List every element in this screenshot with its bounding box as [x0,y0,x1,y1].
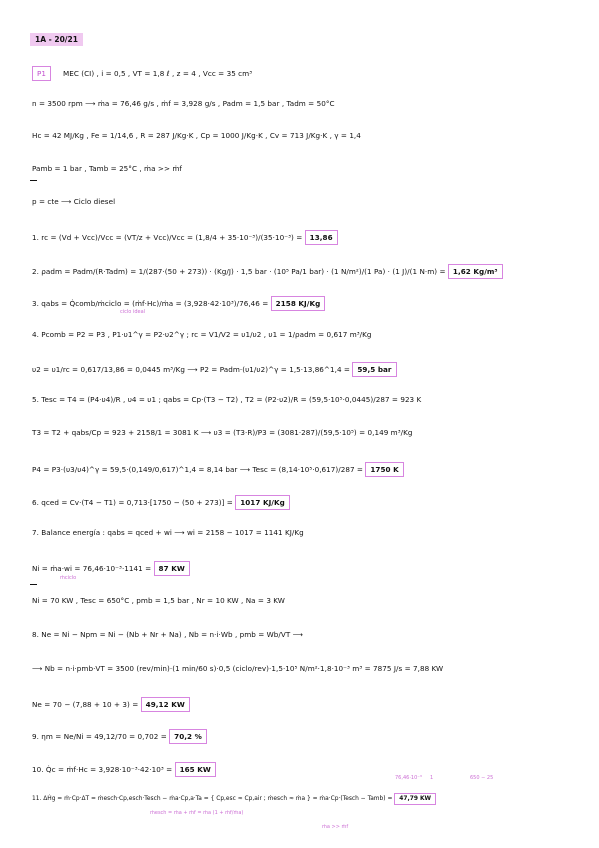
step-5: 5. Tesc = T4 = (P4·υ4)/R , υ4 = υ1 ; qabs = Cp·(T3 − T2) , T2 = (P2·υ2)/R = (59,5·10⁵·0,0445)/287 = 923 K [32,395,422,404]
result-box-3: 2158 KJ/Kg [271,296,326,311]
result-box-5: 1750 K [365,462,403,477]
step-11: 11. ΔḢg = ṁ·Cp·ΔT = ṁesch·Cp,esch·Tesch − ṁa·Cp,a·Ta = { Cp,esc ≈ Cp,air ; ṁesch ≈ ṁa } = ṁa·Cp·(Tesch − Tamb) = 47,79 KW [32,793,436,805]
data-line-1: P1 MEC (CI) , i = 0,5 , VT = 1,8 ℓ , z = 4 , Vcc = 35 cm³ [32,66,252,81]
result-box-9: 70,2 % [169,729,207,744]
step-2: 2. ρadm = Padm/(R·Tadm) = 1/(287·(50 + 273)) · (Kg/J) · 1,5 bar · (10⁵ Pa/1 bar) · (1 N/m²)/(1 Pa) · (1 J)/(1 N·m) = 1,62 Kg/m³ [32,264,503,279]
step-10: 10. Q̇c = ṁf·Hc = 3,928·10⁻³·42·10³ = 165 KW [32,762,216,777]
step-8: 8. Ne = Ni − Npm = Ni − (Nb + Nr + Na) , Nb = n·i·Wb , pmb = Wb/VT ⟶ [32,630,303,639]
step-8-cont: ⟶ Nb = n·i·pmb·VT = 3500 (rev/min)·(1 min/60 s)·0,5 (ciclo/rev)·1,5·10⁵ N/m²·1,8·10⁻³ m³ = 7875 J/s = 7,88 KW [32,664,444,673]
result-box-8: 49,12 KW [141,697,190,712]
note-masas: ṁesch = ṁa + ṁf = ṁa (1 + ṁf/ṁa) [150,810,244,816]
note-ciclo-ideal: ciclo ideal [120,309,146,315]
result-box-6: 1017 KJ/Kg [235,495,290,510]
step-3: 3. qabs = Q̇comb/ṁciclo = (ṁf·Hc)/ṁa = (3,928·42·10³)/76,46 = 2158 KJ/Kg [32,296,325,311]
step-6: 6. qced = Cv·(T4 − T1) = 0,713·[1750 − (50 + 273)] = 1017 KJ/Kg [32,495,290,510]
ni-line: Ni = ṁa·wi = 76,46·10⁻³·1141 = 87 KW [32,561,190,576]
note-mciclo: ṁciclo [60,575,77,581]
header-tag: 1A - 20/21 [30,33,83,46]
step-5-cont-1: T3 = T2 + qabs/Cp = 923 + 2158/1 = 3081 K ⟶ υ3 = (T3·R)/P3 = (3081·287)/(59,5·10⁵) = 0,149 m³/Kg [32,428,413,437]
result-box-4: 59,5 bar [352,362,396,377]
result-box-7: 87 KW [154,561,190,576]
cycle-line: p = cte ⟶ Ciclo diesel [32,197,116,206]
step-5-cont-2: P4 = P3·(υ3/υ4)^γ = 59,5·(0,149/0,617)^1,4 = 8,14 bar ⟶ Tesc = (8,14·10⁵·0,617)/287 = 1750 K [32,462,404,477]
note-value-650-25: 650 − 25 [470,775,494,781]
problem-tag: P1 [32,66,51,81]
note-value-1: 1 [430,775,434,781]
result-box-10: 165 KW [175,762,216,777]
note-value-7646: 76,46·10⁻³ [395,775,422,781]
result-box-1: 13,86 [305,230,338,245]
data-line-4: Pamb = 1 bar , Tamb = 25°C , ṁa >> ṁf [32,164,182,173]
result-box-2: 1,62 Kg/m³ [448,264,503,279]
result-box-11: 47,79 KW [394,793,436,805]
ne-line: Ne = 70 − (7,88 + 10 + 3) = 49,12 KW [32,697,190,712]
data-line-2: n = 3500 rpm ⟶ ṁa = 76,46 g/s , ṁf = 3,928 g/s , Padm = 1,5 bar , Tadm = 50°C [32,99,335,108]
data-line-3: Hc = 42 MJ/Kg , Fe = 1/14,6 , R = 287 J/Kg·K , Cp = 1000 J/Kg·K , Cv = 713 J/Kg·K , γ = 1,4 [32,131,361,140]
step-1: 1. rc = (Vd + Vcc)/Vcc = (VT/z + Vcc)/Vcc = (1,8/4 + 35·10⁻³)/(35·10⁻³) = 13,86 [32,230,338,245]
note-ma-ggt-mf: ṁa >> ṁf [322,824,349,830]
separator-dash-2 [30,584,37,585]
step-7: 7. Balance energía : qabs = qced + wi ⟶ wi = 2158 − 1017 = 1141 KJ/Kg [32,528,304,537]
step-4: 4. Pcomb = P2 = P3 , P1·υ1^γ = P2·υ2^γ ; rc = V1/V2 = υ1/υ2 , υ1 = 1/ρadm = 0,617 m³/Kg [32,330,372,339]
step-9: 9. ηm = Ne/Ni = 49,12/70 = 0,702 = 70,2 % [32,729,207,744]
separator-dash-1 [30,180,37,181]
data-line-part2: Ni = 70 KW , Tesc = 650°C , pmb = 1,5 bar , Nr = 10 KW , Na = 3 KW [32,596,285,605]
step-4-cont: υ2 = υ1/rc = 0,617/13,86 = 0,0445 m³/Kg ⟶ P2 = Padm·(υ1/υ2)^γ = 1,5·13,86^1,4 = 59,5 bar [32,362,397,377]
